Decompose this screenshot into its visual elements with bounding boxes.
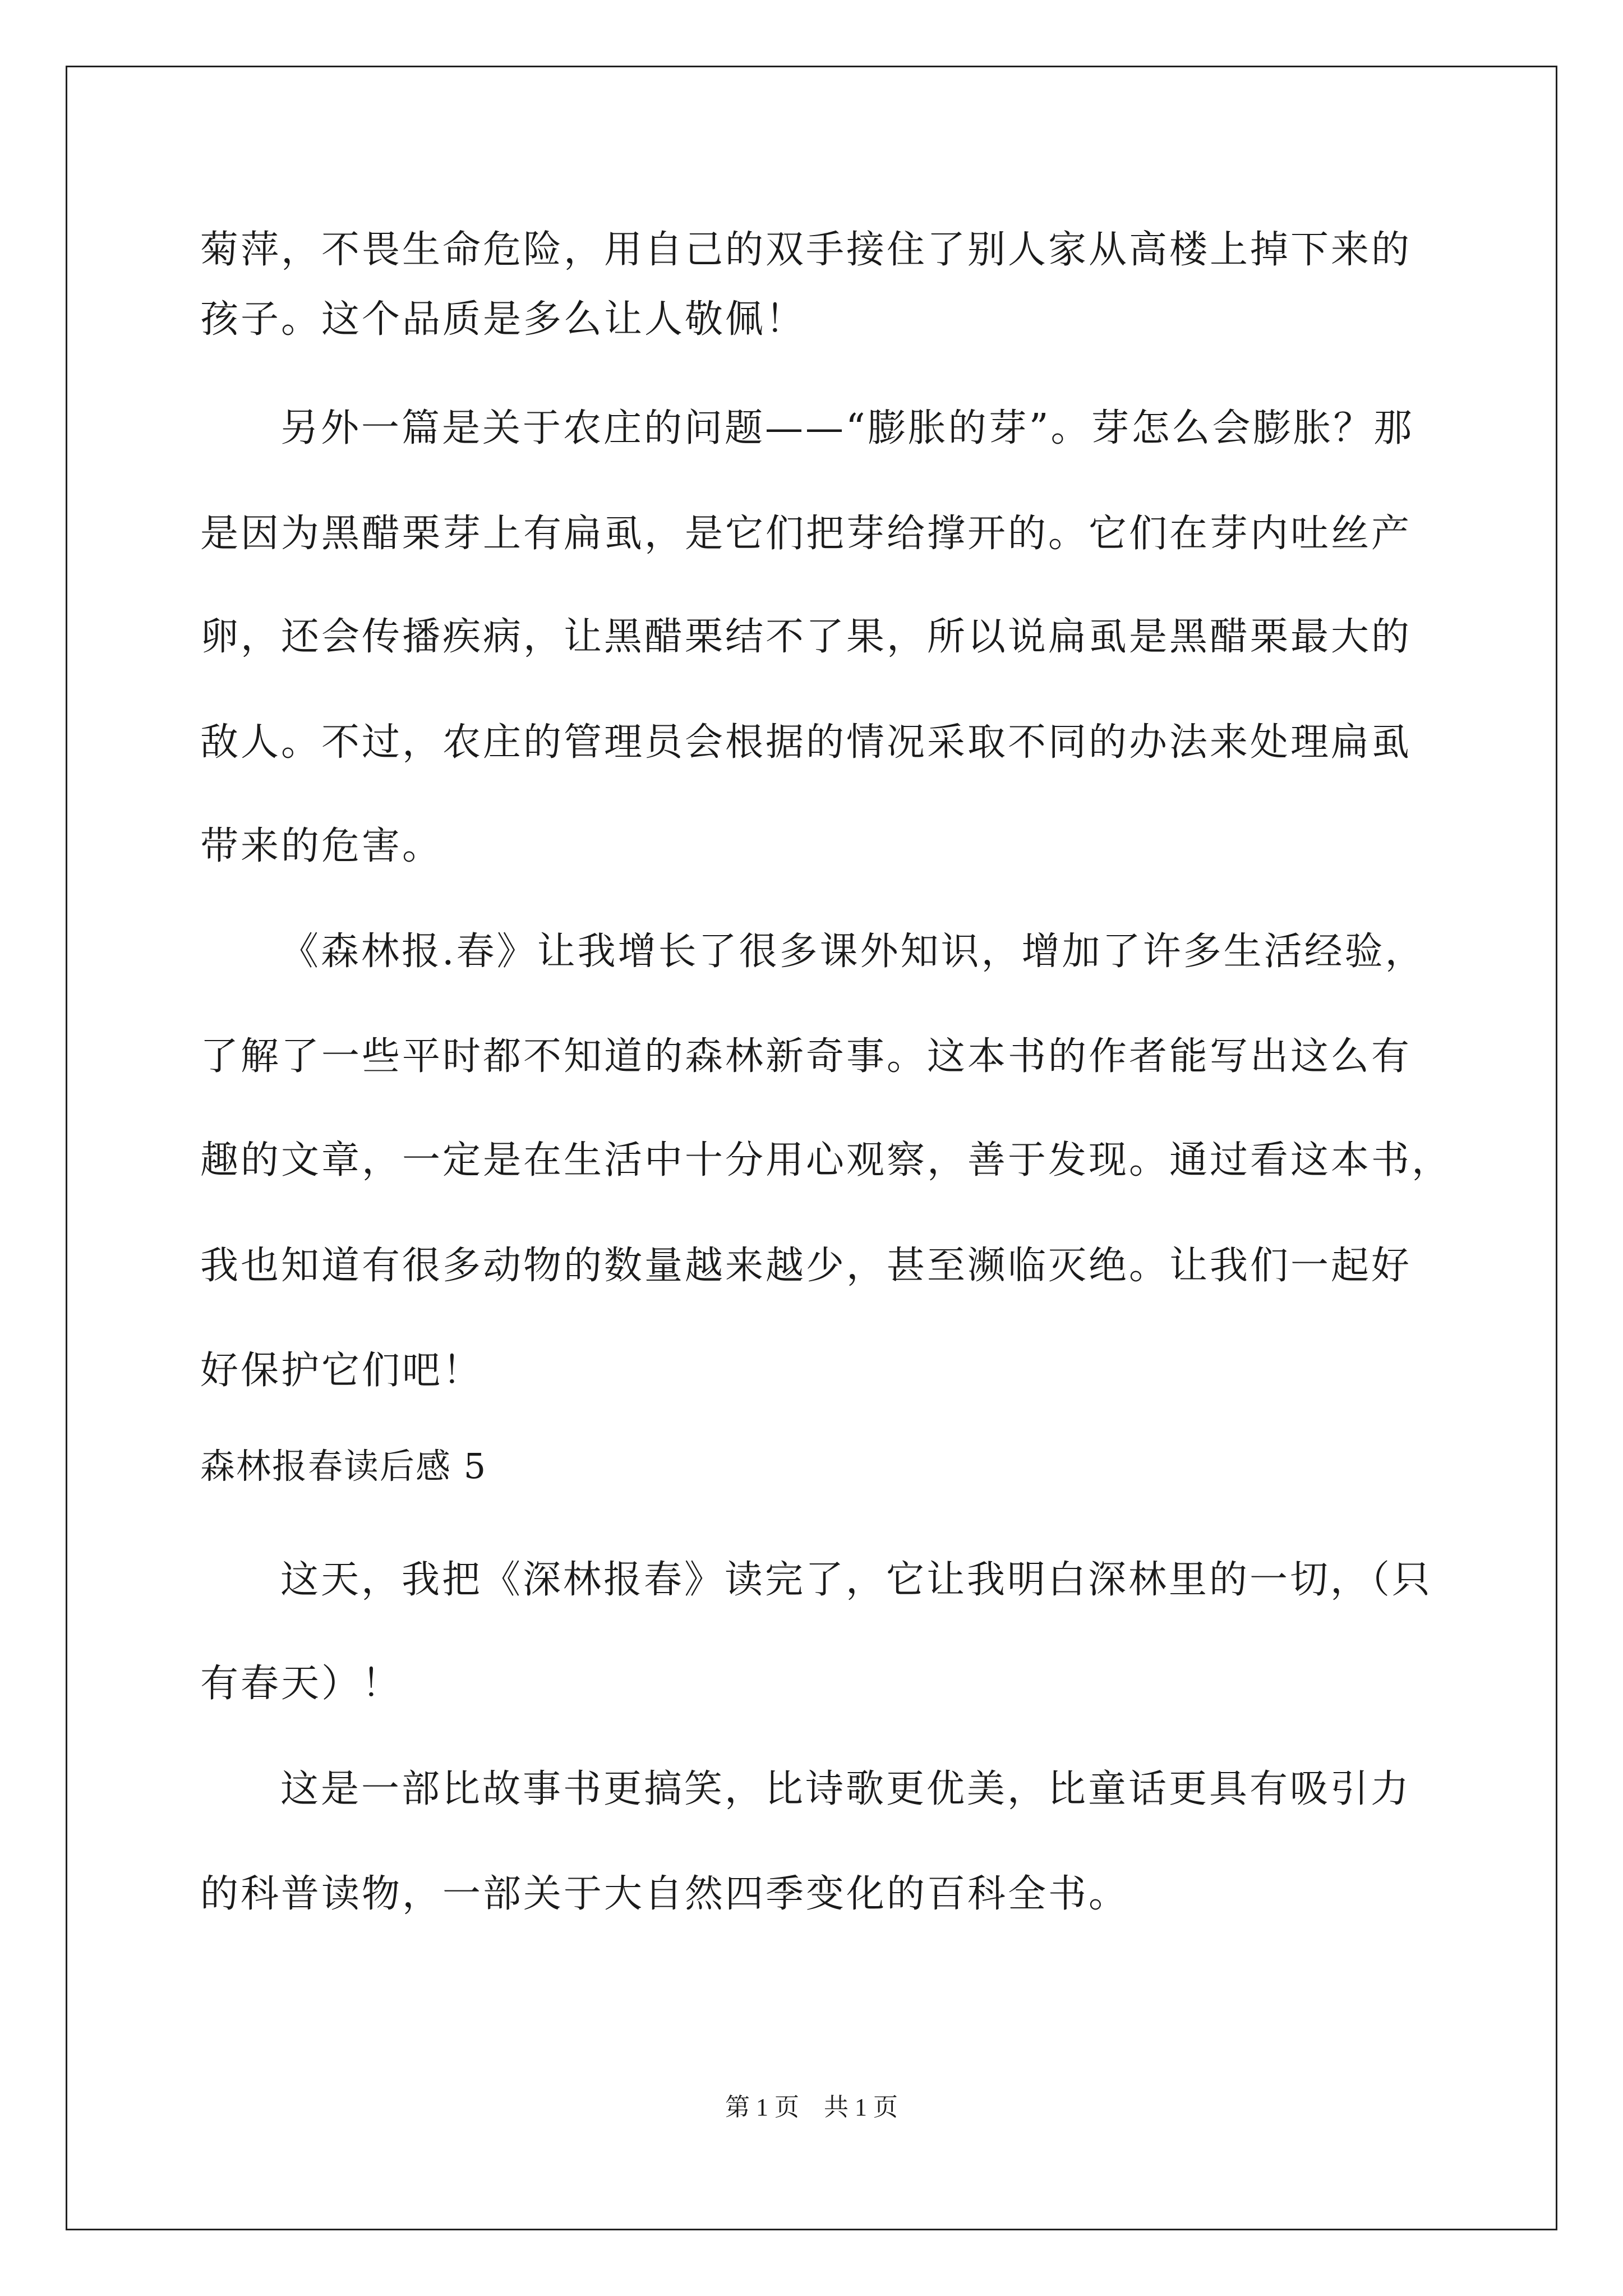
body-line: 《森林报.春》让我增长了很多课外知识，增加了许多生活经验， xyxy=(280,930,1426,974)
body-line: 趣的文章，一定是在生活中十分用心观察，善于发现。通过看这本书， xyxy=(200,1138,1453,1182)
section-heading: 森林报春读后感 5 xyxy=(200,1446,487,1487)
body-line: 有春天）！ xyxy=(200,1662,403,1706)
body-line: 了解了一些平时都不知道的森林新奇事。这本书的作者能写出这么有 xyxy=(200,1034,1412,1079)
page-footer: 第 1 页 共 1 页 xyxy=(725,2093,898,2121)
body-line: 是因为黑醋栗芽上有扁虱，是它们把芽给撑开的。它们在芽内吐丝产 xyxy=(200,512,1412,556)
body-line: 的科普读物，一部关于大自然四季变化的百科全书。 xyxy=(200,1872,1129,1916)
body-line: 带来的危害。 xyxy=(200,824,443,868)
body-line: 菊萍，不畏生命危险，用自己的双手接住了别人家从高楼上掉下来的 xyxy=(200,228,1412,272)
body-line: 卵，还会传播疾病，让黑醋栗结不了果，所以说扁虱是黑醋栗最大的 xyxy=(200,615,1412,659)
body-line: 另外一篇是关于农庄的问题——“膨胀的芽”。芽怎么会膨胀？那 xyxy=(280,406,1414,450)
body-line: 我也知道有很多动物的数量越来越少，甚至濒临灭绝。让我们一起好 xyxy=(200,1244,1412,1288)
body-line: 这是一部比故事书更搞笑，比诗歌更优美，比童话更具有吸引力 xyxy=(280,1767,1412,1811)
body-line: 这天，我把《深林报春》读完了，它让我明白深林里的一切，（只 xyxy=(280,1558,1433,1602)
body-line: 敌人。不过，农庄的管理员会根据的情况采取不同的办法来处理扁虱 xyxy=(200,720,1412,765)
body-line: 好保护它们吧！ xyxy=(200,1349,483,1393)
body-line: 孩子。这个品质是多么让人敬佩！ xyxy=(200,297,806,342)
